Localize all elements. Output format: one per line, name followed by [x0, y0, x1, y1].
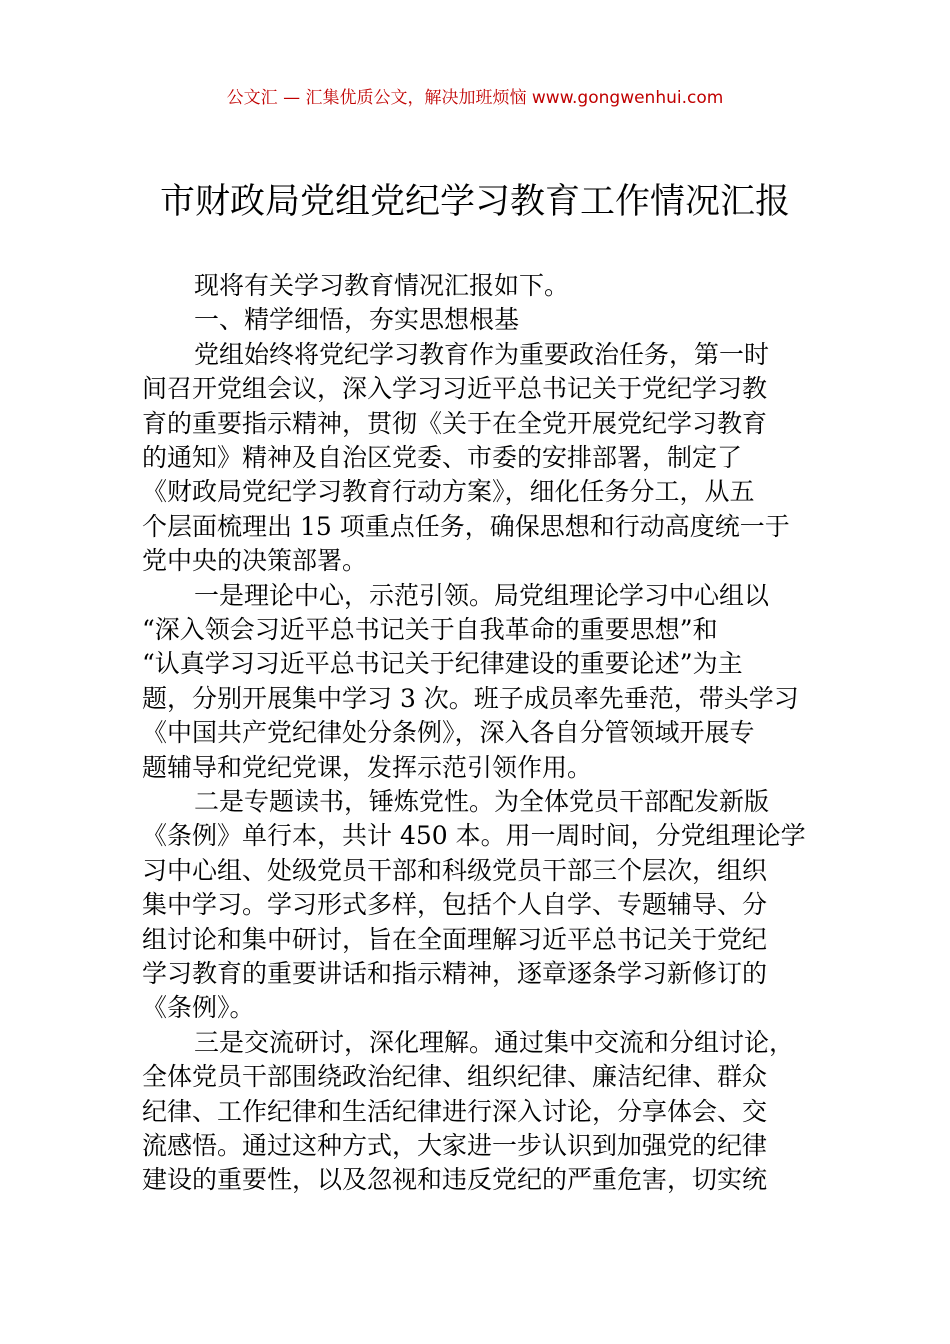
body-line: 二是专题读书，锤炼党性。为全体党员干部配发新版: [194, 787, 770, 816]
body-line: 题，分别开展集中学习 3 次。班子成员率先垂范，带头学习: [142, 684, 799, 713]
body-line: 组讨论和集中研讨，旨在全面理解习近平总书记关于党纪: [142, 925, 768, 954]
body-line: 个层面梳理出 15 项重点任务，确保思想和行动高度统一于: [142, 512, 790, 541]
body-line: 纪律、工作纪律和生活纪律进行深入讨论，分享体会、交: [142, 1097, 768, 1126]
body-line: 的通知》精神及自治区党委、市委的安排部署，制定了: [142, 443, 743, 472]
body-line: “深入领会习近平总书记关于自我革命的重要思想”和: [142, 615, 718, 644]
body-line: 育的重要指示精神，贯彻《关于在全党开展党纪学习教育: [142, 409, 768, 438]
body-line: 建设的重要性，以及忽视和违反党纪的严重危害，切实统: [142, 1165, 768, 1194]
body-line: 流感悟。通过这种方式，大家进一步认识到加强党的纪律: [142, 1131, 768, 1160]
body-line: 《财政局党纪学习教育行动方案》，细化任务分工，从五: [142, 477, 755, 506]
body-line: 党组始终将党纪学习教育作为重要政治任务，第一时: [194, 340, 770, 369]
document-title: 市财政局党组党纪学习教育工作情况汇报: [159, 182, 790, 222]
body-line: 集中学习。学习形式多样，包括个人自学、专题辅导、分: [142, 890, 768, 919]
body-line: 全体党员干部围绕政治纪律、组织纪律、廉洁纪律、群众: [142, 1062, 768, 1091]
body-line: 学习教育的重要讲话和指示精神，逐章逐条学习新修订的: [142, 959, 768, 988]
body-line: 党中央的决策部署。: [142, 546, 368, 575]
body-line: 一、精学细悟，夯实思想根基: [194, 305, 520, 334]
body-line: 现将有关学习教育情况汇报如下。: [194, 271, 570, 300]
body-line: 间召开党组会议，深入学习习近平总书记关于党纪学习教: [142, 374, 768, 403]
body-line: 三是交流研讨，深化理解。通过集中交流和分组讨论，: [194, 1028, 795, 1057]
body-line: 《条例》。: [142, 993, 255, 1022]
header-banner: 公文汇 — 汇集优质公文，解决加班烦恼 www.gongwenhui.com: [226, 88, 724, 108]
body-line: 《条例》单行本，共计 450 本。用一周时间，分党组理论学: [142, 821, 806, 850]
body-line: “认真学习习近平总书记关于纪律建设的重要论述”为主: [142, 649, 743, 678]
body-line: 一是理论中心，示范引领。局党组理论学习中心组以: [194, 581, 770, 610]
body-line: 题辅导和党纪党课，发挥示范引领作用。: [142, 753, 593, 782]
body-line: 习中心组、处级党员干部和科级党员干部三个层次，组织: [142, 856, 768, 885]
body-line: 《中国共产党纪律处分条例》，深入各自分管领域开展专: [142, 718, 755, 747]
